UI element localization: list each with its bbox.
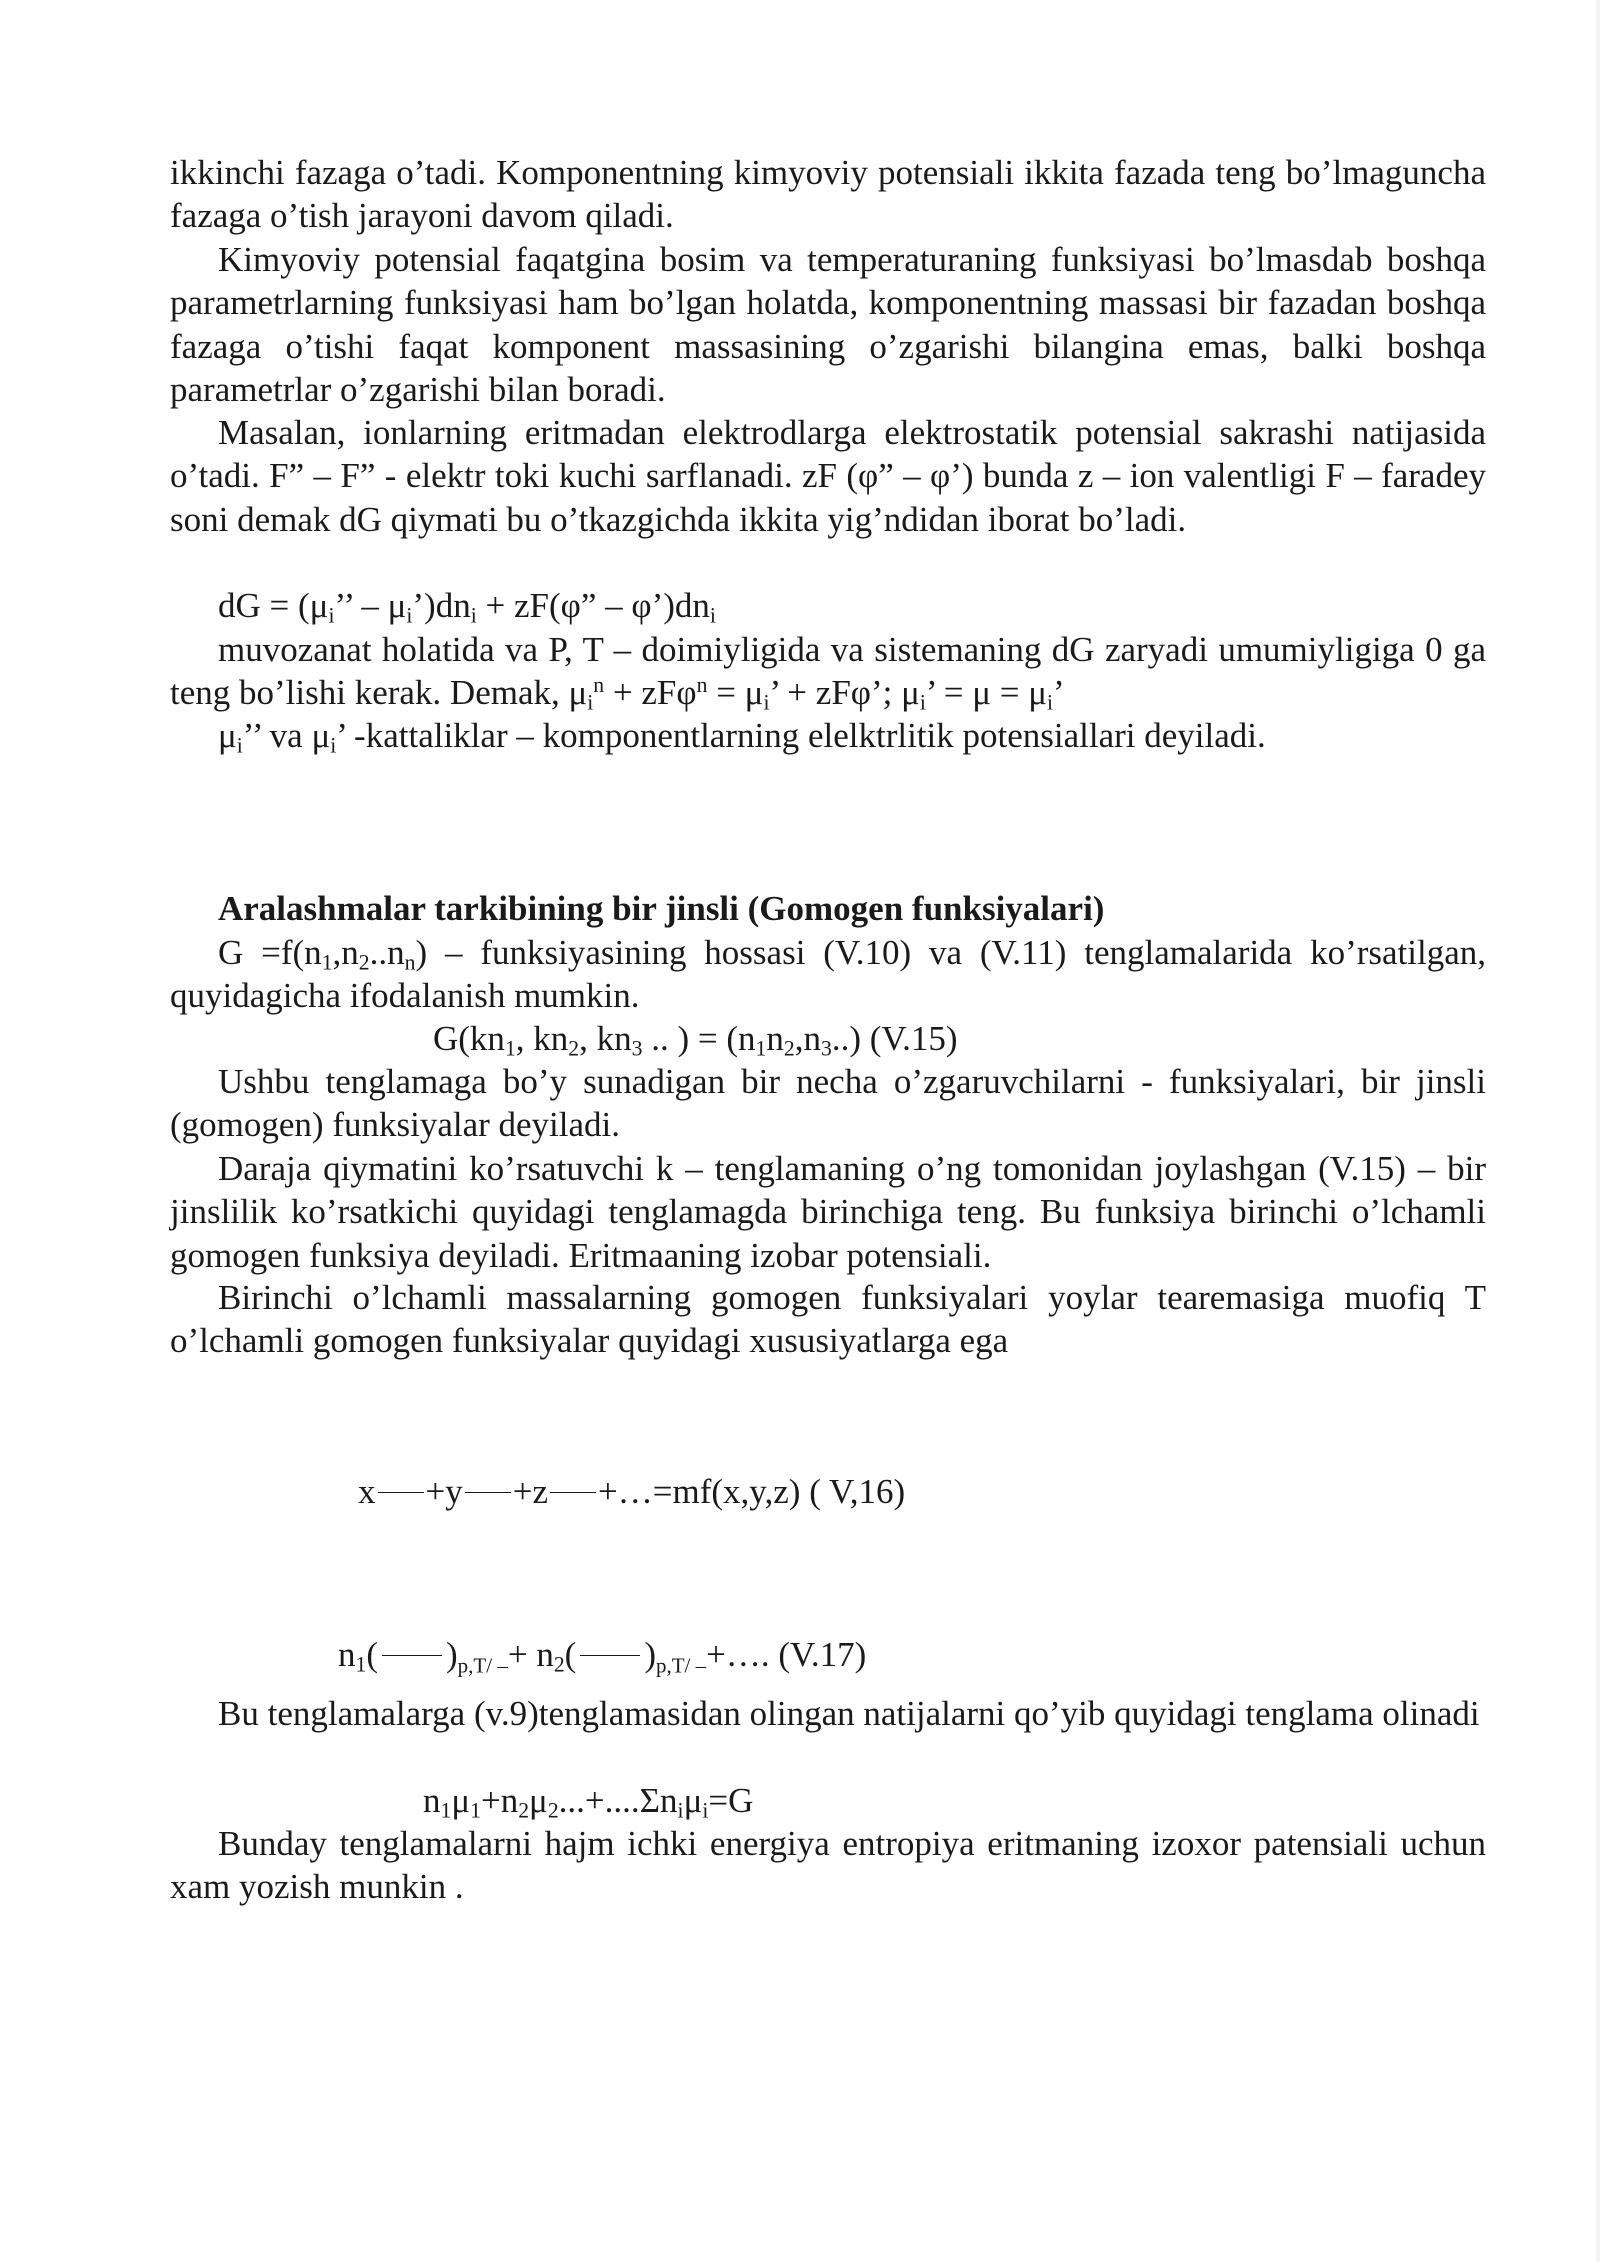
paragraph-phase-transition: ikkinchi fazaga o’tadi. Komponentning kimyoviy potensiali ikkita fazada teng bo’lmaguncha fazaga o’tish jarayoni davom qiladi. bbox=[170, 153, 1486, 236]
equation-dG: dG = ($\mu_i$’’ – $\mu_i’)dn_i + zF(\varphi$” – $\varphi’)dn_i$ bbox=[218, 586, 716, 628]
paragraph-chemical-potential: Kimyoviy potensial faqatgina bosim va temperaturaning funksiyasi bo’lmasdab boshqa parametrlarning funksiyasi ham bo’lgan holatda, komponentning massasi bir fazadan boshqa fazaga o’tishi faqat komponent massasining o’zgarishi bilangina emas, balki boshqa parametrlar o’zgarishi bilan boradi. bbox=[170, 240, 1486, 409]
equation-v17: $n_1$( )$p,T/ -+ n_2$( )p,T/ –+…. (V.17) bbox=[338, 1635, 867, 1678]
equation-v16: x +y +z +…=mf(x,y,z) ( V,16) bbox=[358, 1472, 906, 1511]
equation-gibbs-duhem: $n_1\mu_1+n_2\mu_2...+....\Sigma n_i\mu_i=G$ bbox=[423, 1781, 754, 1823]
fraction-bar bbox=[378, 1492, 424, 1493]
fraction-bar bbox=[382, 1655, 442, 1656]
paragraph-substitution: Bu tenglamalarga (v.9)tenglamasidan olingan natijalarni qo’yib quyidagi tenglama olinadi bbox=[218, 1694, 1480, 1733]
paragraph-degree-k: Daraja qiymatini ko’rsatuvchi k – tenglamaning o’ng tomonidan joylashgan (V.15) – bir jinslilik ko’rsatkichi quyidagi tenglamagda birinchiga teng. Bu funksiya birinchi o’lchamli gomogen funksiya deyiladi. Eritmaaning izobar potensiali. bbox=[170, 1149, 1486, 1275]
paragraph-electrolytic-potentials: $\mu_i$’’ va $\mu_i$’ -kattaliklar – komponentlarning elelktrlitik potensiallari deyiladi. bbox=[218, 716, 1266, 758]
paragraph-homogeneous-definition: Ushbu tenglamaga bo’y sunadigan bir necha o’zgaruvchilarni - funksiyalari, bir jinsli (gomogen) funksiyalar deyiladi. bbox=[170, 1062, 1486, 1145]
page-edge-shadow bbox=[1596, 0, 1600, 2262]
fraction-bar bbox=[550, 1492, 596, 1493]
paragraph-ions-example: Masalan, ionlarning eritmadan elektrodlarga elektrostatik potensial sakrashi natijasida o’tadi. F” – F” - elektr toki kuchi sarflanadi. zF (φ” – φ’) bunda z – ion valentligi F – faradey soni demak dG qiymati bu o’tkazgichda ikkita yig’ndidan iborat bo’ladi. bbox=[170, 413, 1486, 539]
section-heading: Aralashmalar tarkibining bir jinsli (Gomogen funksiyalari) bbox=[218, 889, 1105, 928]
equation-v15: $G(kn_1$, $kn_2$, $kn_3$ .. ) = $(n_1n_2,n_3..)$ (V.15) bbox=[433, 1019, 958, 1061]
fraction-bar bbox=[465, 1492, 511, 1493]
paragraph-closing: Bunday tenglamalarni hajm ichki energiya entropiya eritmaning izoxor patensiali uchun xam yozish munkin . bbox=[170, 1824, 1486, 1907]
paragraph-homogeneous-function: $G =f(n_1,n_2..n_n)$ – funksiyasining hossasi (V.10) va (V.11) tenglamalarida ko’rsatilgan, quyidagicha ifodalanish mumkin. bbox=[170, 933, 1486, 1016]
paragraph-euler-theorem: Birinchi o’lchamli massalarning gomogen funksiyalari yoylar tearemasiga muofiq T o’lchamli gomogen funksiyalar quyidagi xususiyatlarga ega bbox=[170, 1278, 1486, 1361]
paragraph-equilibrium: muvozanat holatida va P, T – doimiyligida va sistemaning dG zaryadi umumiyligiga 0 ga teng bo’lishi kerak. Demak, $\mu_i^n + zF\varphi^n = \mu_i$’ + zFφ’; $\mu_i$’ = $\mu = \mu_i$’ bbox=[170, 630, 1486, 715]
fraction-bar bbox=[580, 1655, 640, 1656]
